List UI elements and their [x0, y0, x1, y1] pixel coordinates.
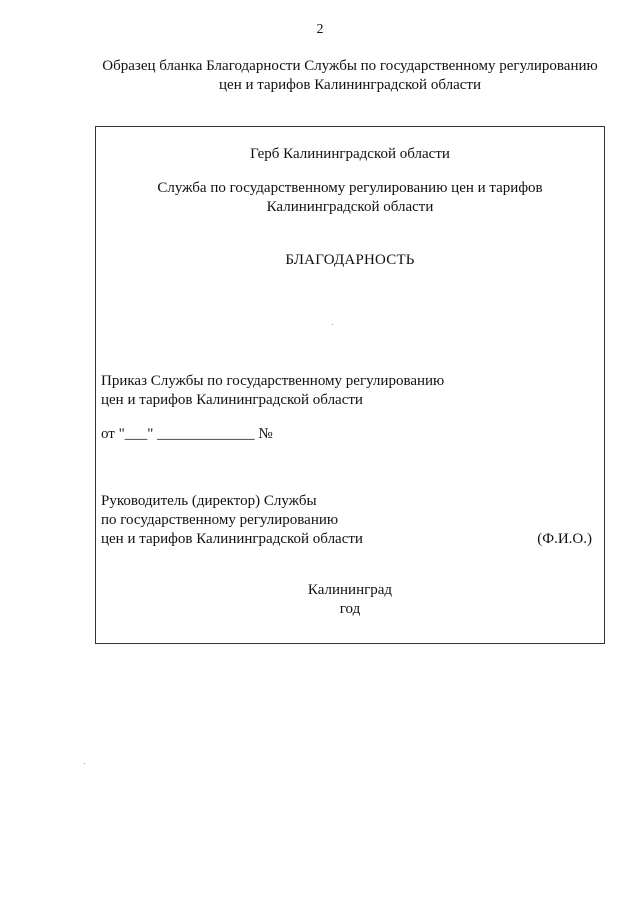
order-reference-line-1: Приказ Службы по государственному регулированию: [101, 373, 445, 389]
signer-title: [101, 492, 363, 549]
page-number: 2: [316, 22, 324, 37]
document-heading-line-1: Образец бланка Благодарности Службы по государственному регулированию: [102, 58, 598, 74]
document-heading: [80, 57, 620, 95]
organization-name-line-2: Калининградской области: [266, 199, 434, 215]
order-reference-line-2: цен и тарифов Калининградской области: [101, 392, 363, 408]
scan-speck: [84, 763, 85, 764]
signer-title-line-2: по государственному регулированию: [101, 512, 339, 528]
gratitude-form-frame: [95, 126, 605, 644]
document-heading-line-2: цен и тарифов Калининградской области: [219, 77, 481, 93]
year-placeholder: год: [339, 601, 361, 617]
form-title: БЛАГОДАРНОСТЬ: [285, 252, 415, 268]
signer-fio-placeholder: (Ф.И.О.): [537, 531, 592, 547]
signer-title-line-1: Руководитель (директор) Службы: [101, 493, 317, 509]
organization-name: [96, 179, 604, 217]
coat-of-arms-placeholder: Герб Калининградской области: [250, 146, 450, 162]
organization-name-line-1: Служба по государственному регулированию цен и тарифов: [157, 180, 543, 196]
order-date-number-line: от "___" _____________ №: [101, 426, 273, 442]
place-and-year: [96, 581, 604, 619]
scan-speck: [332, 324, 333, 325]
signer-title-line-3: цен и тарифов Калининградской области: [101, 531, 363, 547]
city-name: Калининград: [307, 582, 393, 598]
order-reference: [101, 372, 444, 410]
